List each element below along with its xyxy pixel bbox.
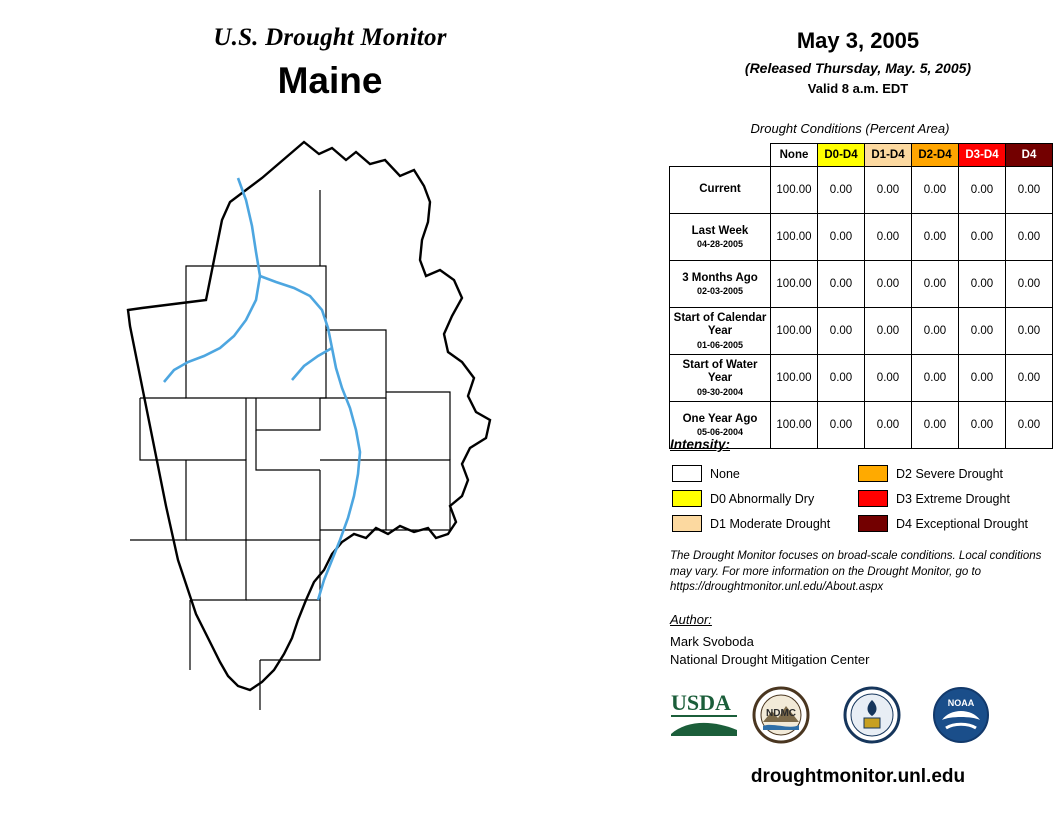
disclaimer-text: The Drought Monitor focuses on broad-scale conditions. Local conditions may vary. For more information on the Drought Monitor, go to https://droughtmonitor.unl.edu/About.aspx bbox=[670, 550, 1042, 594]
page-title: U.S. Drought Monitor bbox=[213, 24, 447, 51]
table-row bbox=[670, 167, 1053, 214]
cell-calendar-year-d3d4: 0.00 bbox=[959, 308, 1006, 355]
column-header-d3d4: D3-D4 bbox=[959, 144, 1006, 167]
cell-one-year-d4: 0.00 bbox=[1006, 402, 1053, 449]
legend-label-d0: D0 Abnormally Dry bbox=[710, 491, 815, 506]
release-date: (Released Thursday, May. 5, 2005) bbox=[744, 60, 972, 76]
legend-swatch-d4 bbox=[858, 515, 888, 532]
table-corner-cell bbox=[670, 144, 771, 167]
report-date: May 3, 2005 bbox=[796, 28, 920, 53]
author-label: Author: bbox=[670, 612, 712, 627]
cell-3-months-none: 100.00 bbox=[771, 261, 818, 308]
valid-time: Valid 8 a.m. EDT bbox=[807, 81, 909, 96]
table-header-row bbox=[670, 144, 1053, 167]
cell-last-week-none: 100.00 bbox=[771, 214, 818, 261]
legend-item-d3 bbox=[858, 486, 1028, 511]
cell-last-week-d2d4: 0.00 bbox=[912, 214, 959, 261]
cell-current-d3d4: 0.00 bbox=[959, 167, 1006, 214]
cell-water-year-d2d4: 0.00 bbox=[912, 355, 959, 402]
legend-column-right bbox=[858, 461, 1028, 536]
legend-swatch-none bbox=[672, 465, 702, 482]
cell-last-week-d3d4: 0.00 bbox=[959, 214, 1006, 261]
intensity-legend-title: Intensity: bbox=[670, 437, 731, 452]
cell-water-year-none: 100.00 bbox=[771, 355, 818, 402]
svg-text:NDMC: NDMC bbox=[766, 708, 796, 719]
cell-calendar-year-d4: 0.00 bbox=[1006, 308, 1053, 355]
legend-swatch-d2 bbox=[858, 465, 888, 482]
row-label-start-calendar-year: Start of Calendar Year 01-06-2005 bbox=[670, 308, 771, 355]
noaa-logo bbox=[932, 686, 990, 749]
author-organization: National Drought Mitigation Center bbox=[670, 652, 870, 667]
legend-swatch-d3 bbox=[858, 490, 888, 507]
legend-item-d4 bbox=[858, 511, 1028, 536]
usda-logo bbox=[669, 686, 741, 747]
cell-calendar-year-d0d4: 0.00 bbox=[818, 308, 865, 355]
column-header-d2d4: D2-D4 bbox=[912, 144, 959, 167]
cell-3-months-d0d4: 0.00 bbox=[818, 261, 865, 308]
legend-column-left bbox=[672, 461, 830, 536]
cell-one-year-d2d4: 0.00 bbox=[912, 402, 959, 449]
column-header-d1d4: D1-D4 bbox=[865, 144, 912, 167]
cell-one-year-d1d4: 0.00 bbox=[865, 402, 912, 449]
maine-state-outline bbox=[128, 142, 490, 690]
legend-label-d4: D4 Exceptional Drought bbox=[896, 516, 1029, 531]
cell-3-months-d2d4: 0.00 bbox=[912, 261, 959, 308]
legend-item-none bbox=[672, 461, 830, 486]
usda-seal-logo bbox=[842, 686, 902, 749]
cell-last-week-d1d4: 0.00 bbox=[865, 214, 912, 261]
table-row bbox=[670, 214, 1053, 261]
cell-water-year-d3d4: 0.00 bbox=[959, 355, 1006, 402]
maine-drought-map bbox=[70, 130, 590, 770]
legend-swatch-d1 bbox=[672, 515, 702, 532]
legend-swatch-d0 bbox=[672, 490, 702, 507]
legend-label-d3: D3 Extreme Drought bbox=[896, 491, 1010, 506]
table-caption: Drought Conditions (Percent Area) bbox=[750, 121, 950, 136]
row-label-last-week: Last Week 04-28-2005 bbox=[670, 214, 771, 261]
state-title: Maine bbox=[277, 60, 383, 101]
column-header-d4: D4 bbox=[1006, 144, 1053, 167]
row-label-one-year-ago: One Year Ago 05-06-2004 bbox=[670, 402, 771, 449]
cell-3-months-d3d4: 0.00 bbox=[959, 261, 1006, 308]
state-outline-group bbox=[128, 142, 490, 690]
column-header-d0d4: D0-D4 bbox=[818, 144, 865, 167]
website-url: droughtmonitor.unl.edu bbox=[750, 766, 966, 787]
title-block bbox=[0, 24, 660, 102]
row-label-3-months-ago: 3 Months Ago 02-03-2005 bbox=[670, 261, 771, 308]
cell-current-d4: 0.00 bbox=[1006, 167, 1053, 214]
table-row bbox=[670, 308, 1053, 355]
cell-water-year-d4: 0.00 bbox=[1006, 355, 1053, 402]
cell-current-none: 100.00 bbox=[771, 167, 818, 214]
svg-text:NOAA: NOAA bbox=[947, 698, 975, 708]
cell-one-year-none: 100.00 bbox=[771, 402, 818, 449]
legend-item-d2 bbox=[858, 461, 1028, 486]
cell-3-months-d4: 0.00 bbox=[1006, 261, 1053, 308]
column-header-none: None bbox=[771, 144, 818, 167]
cell-calendar-year-d2d4: 0.00 bbox=[912, 308, 959, 355]
cell-current-d0d4: 0.00 bbox=[818, 167, 865, 214]
cell-water-year-d1d4: 0.00 bbox=[865, 355, 912, 402]
cell-last-week-d0d4: 0.00 bbox=[818, 214, 865, 261]
date-block bbox=[660, 28, 1056, 96]
drought-conditions-table bbox=[669, 143, 1053, 449]
author-name: Mark Svoboda bbox=[670, 634, 754, 649]
legend-item-d0 bbox=[672, 486, 830, 511]
cell-last-week-d4: 0.00 bbox=[1006, 214, 1053, 261]
table-row bbox=[670, 261, 1053, 308]
row-label-start-water-year: Start of Water Year 09-30-2004 bbox=[670, 355, 771, 402]
cell-current-d2d4: 0.00 bbox=[912, 167, 959, 214]
row-label-current: Current bbox=[670, 167, 771, 214]
legend-item-d1 bbox=[672, 511, 830, 536]
table-row bbox=[670, 355, 1053, 402]
cell-current-d1d4: 0.00 bbox=[865, 167, 912, 214]
cell-water-year-d0d4: 0.00 bbox=[818, 355, 865, 402]
info-panel bbox=[660, 0, 1056, 816]
legend-label-d2: D2 Severe Drought bbox=[896, 466, 1004, 481]
cell-one-year-d3d4: 0.00 bbox=[959, 402, 1006, 449]
cell-3-months-d1d4: 0.00 bbox=[865, 261, 912, 308]
ndmc-logo bbox=[750, 686, 812, 749]
logo-strip bbox=[660, 686, 1056, 756]
svg-text:USDA: USDA bbox=[671, 690, 731, 715]
legend-label-none: None bbox=[710, 466, 740, 481]
legend-label-d1: D1 Moderate Drought bbox=[710, 516, 831, 531]
cell-calendar-year-none: 100.00 bbox=[771, 308, 818, 355]
cell-one-year-d0d4: 0.00 bbox=[818, 402, 865, 449]
cell-calendar-year-d1d4: 0.00 bbox=[865, 308, 912, 355]
